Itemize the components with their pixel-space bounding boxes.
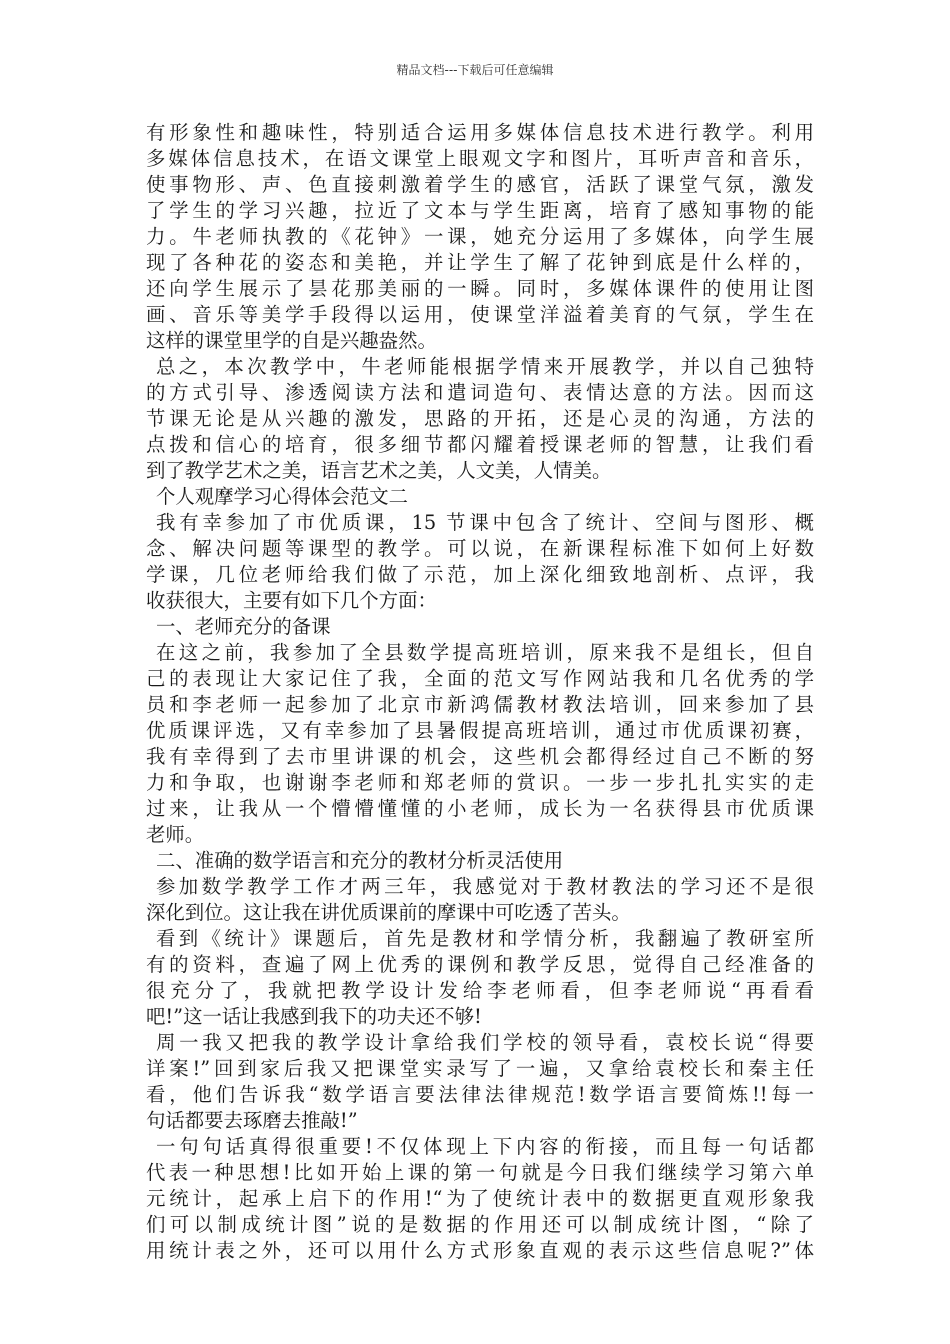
text-line: 过来，让我从一个懵懵懂懂的小老师，成长为一名获得县市优质课 [146, 797, 814, 820]
text-line: 元统计，起承上启下的作用!“为了使统计表中的数据更直观形象我 [146, 1187, 814, 1210]
text-line: 点拨和信心的培育，很多细节都闪耀着授课老师的智慧，让我们看 [146, 433, 814, 456]
text-line: 这样的课堂里学的自是兴趣盎然。 [146, 329, 437, 352]
text-line: 力和争取，也谢谢李老师和郑老师的赏识。一步一步扎扎实实的走 [146, 771, 814, 794]
text-line: 了学生的学习兴趣，拉近了文本与学生距离，培育了感知事物的能 [146, 199, 814, 222]
text-line: 很充分了，我就把教学设计发给李老师看，但李老师说“再看看 [146, 979, 814, 1002]
text-line: 到了教学艺术之美，语言艺术之美，人文美，人情美。 [146, 459, 612, 482]
text-line: 们可以制成统计图”说的是数据的作用还可以制成统计图，“除了 [146, 1213, 814, 1236]
text-line: 参加数学教学工作才两三年，我感觉对于教材教法的学习还不是很 [156, 875, 814, 898]
text-line: 力。牛老师执教的《花钟》一课，她充分运用了多媒体，向学生展 [146, 225, 814, 248]
text-line: 看到《统计》课题后，首先是教材和学情分析，我翻遍了教研室所 [156, 927, 814, 950]
text-line: 个人观摩学习心得体会范文二 [156, 485, 409, 508]
text-line: 详案!”回到家后我又把课堂实录写了一遍，又拿给袁校长和秦主任 [146, 1057, 814, 1080]
text-line: 一句句话真得很重要!不仅体现上下内容的衔接，而且每一句话都 [156, 1135, 814, 1158]
text-line: 画、音乐等美学手段得以运用，使课堂洋溢着美育的气氛，学生在 [146, 303, 814, 326]
text-line: 还向学生展示了昙花那美丽的一瞬。同时，多媒体课件的使用让图 [146, 277, 814, 300]
text-line: 句话都要去琢磨去推敲!” [146, 1109, 358, 1132]
text-line: 使事物形、声、色直接刺激着学生的感官，活跃了课堂气氛，激发 [146, 173, 814, 196]
text-line: 周一我又把我的教学设计拿给我们学校的领导看，袁校长说“得要 [156, 1031, 814, 1054]
text-line: 有形象性和趣味性，特别适合运用多媒体信息技术进行教学。利用 [146, 121, 814, 144]
text-line: 的方式引导、渗透阅读方法和遣词造句、表情达意的方法。因而这 [146, 381, 814, 404]
text-line: 收获很大，主要有如下几个方面： [146, 589, 437, 612]
text-line: 优质课评选，又有幸参加了县暑假提高班培训，通过市优质课初赛， [146, 719, 814, 742]
text-line: 吧!”这一话让我感到我下的功夫还不够! [146, 1005, 482, 1028]
text-line: 一、老师充分的备课 [156, 615, 331, 638]
document-body [146, 120, 814, 1264]
text-line: 员和李老师一起参加了北京市新鸿儒教材教法培训，回来参加了县 [146, 693, 814, 716]
text-line: 总之，本次教学中，牛老师能根据学情来开展教学，并以自己独特 [156, 355, 814, 378]
text-line: 在这之前，我参加了全县数学提高班培训，原来我不是组长，但自 [156, 641, 814, 664]
text-line: 深化到位。这让我在讲优质课前的摩课中可吃透了苦头。 [146, 901, 631, 924]
text-line: 二、准确的数学语言和充分的教材分析灵活使用 [156, 849, 564, 872]
text-line: 老师。 [146, 823, 205, 846]
text-line: 代表一种思想!比如开始上课的第一句就是今日我们继续学习第六单 [146, 1161, 814, 1184]
text-line: 念、解决问题等课型的教学。可以说，在新课程标准下如何上好数 [146, 537, 814, 560]
page-header: 精品文档---下载后可任意编辑 [396, 63, 554, 77]
text-line: 用统计表之外，还可以用什么方式形象直观的表示这些信息呢?”体 [146, 1239, 814, 1262]
text-line: 现了各种花的姿态和美艳，并让学生了解了花钟到底是什么样的， [146, 251, 814, 274]
text-line: 看，他们告诉我“数学语言要法律法律规范!数学语言要简炼!!每一 [146, 1083, 814, 1106]
text-line: 有的资料，查遍了网上优秀的课例和教学反思，觉得自己经准备的 [146, 953, 814, 976]
text-line: 我有幸得到了去市里讲课的机会，这些机会都得经过自己不断的努 [146, 745, 814, 768]
text-line: 我有幸参加了市优质课，15 节课中包含了统计、空间与图形、概 [156, 511, 814, 534]
text-line: 节课无论是从兴趣的激发，思路的开拓，还是心灵的沟通，方法的 [146, 407, 814, 430]
text-line: 己的表现让大家记住了我，全面的范文写作网站我和几名优秀的学 [146, 667, 814, 690]
text-line: 多媒体信息技术，在语文课堂上眼观文字和图片，耳听声音和音乐， [146, 147, 814, 170]
text-line: 学课，几位老师给我们做了示范，加上深化细致地剖析、点评，我 [146, 563, 814, 586]
